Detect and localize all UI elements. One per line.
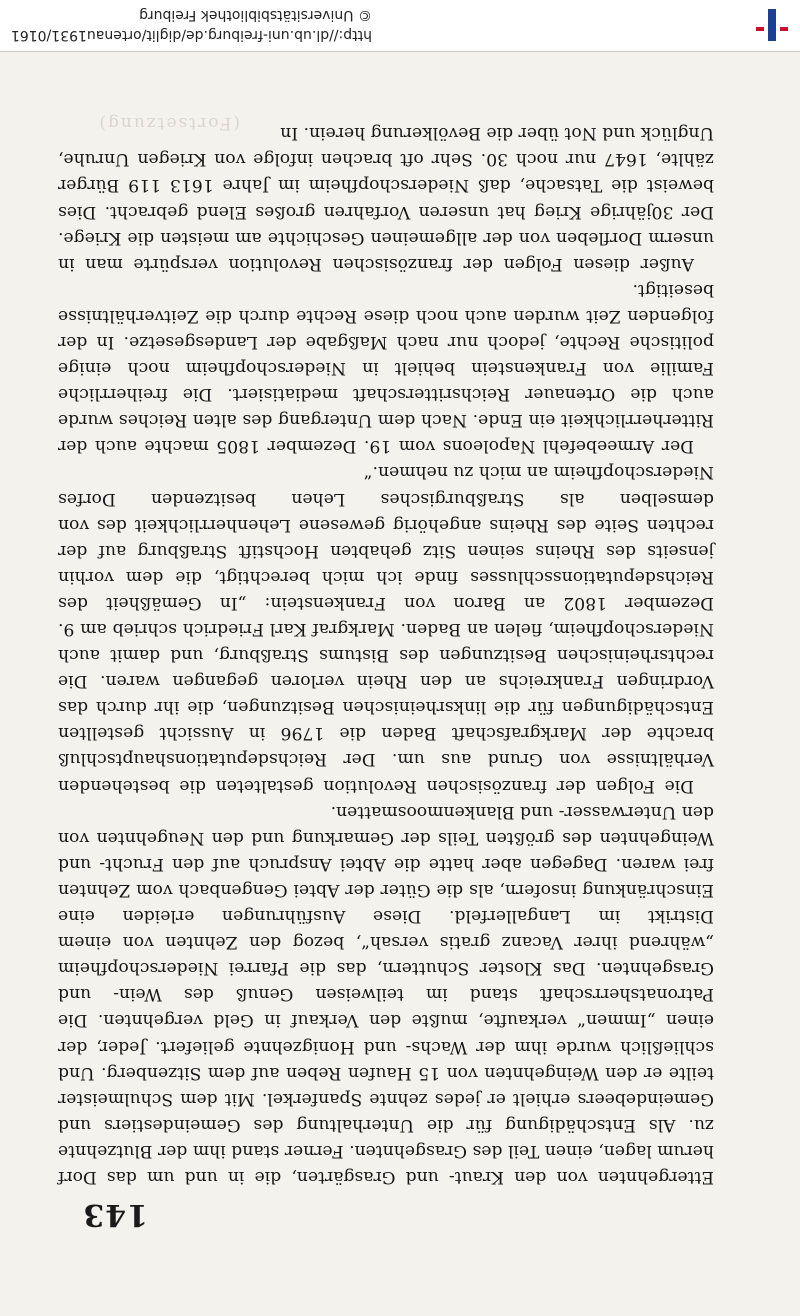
paragraph: Der Armeebefehl Napoleons vom 19. Dezember 1805 machte auch der Ritterherrlichkeit ein Ende. Nach dem Untergang des alten Reiches wurde auch die Ortenauer Reichsritterschaft mediatisiert. Die freiherrliche Familie von Frankenstein behielt in Niederschopfheim noch einige politische Rechte, jedoch nur nach Maßgabe der Landesgesetze. In der folgenden Zeit wurden auch noch diese Rechte durch die Zeitverhältnisse beseitigt. xyxy=(58,279,714,457)
bleed-through-text: (Fortsetzung) xyxy=(97,113,240,133)
body-text xyxy=(58,120,714,1190)
university-logo-icon xyxy=(752,5,792,45)
library-footer xyxy=(0,0,800,52)
paragraph: Außer diesen Folgen der französischen Revolution verspürte man in unserm Dorfleben von der allgemeinen Geschichte am meisten die Kriege. Der 30jährige Krieg hat unseren Vorfahren großes Elend gebracht. Dies beweist die Tatsache, daß Niederschopfheim im Jahre 1613 119 Bürger zählte, 1647 nur noch 30. Sehr oft brachen infolge von Kriegen Unruhe, Unglück und Not über die Bevölkerung herein. In xyxy=(58,123,714,274)
source-url-link[interactable]: http://dl.ub.uni-freiburg.de/diglit/ortenau1931/0161 xyxy=(10,27,372,43)
page-number: 143 xyxy=(82,1197,148,1232)
paragraph: Ettergehnten von den Kraut- und Grasgärten, die in und um das Dorf herum lagen, einen Teil des Grasgehnten. Ferner stand ihm der Blutzehnte zu. Als Entschädigung für die Unterhaltung des Gemeindestiers und Gemeindebeers erhielt er jedes zehnte Spanferkel. Mit dem Schulmeister teilte er den Weingehnten von 15 Haufen Reben auf dem Sitzenberg. Und schließlich wurde ihm der Wachs- und Honigzehnte geliefert. Jeder, der einen „Immen“ verkaufte, mußte den Verkauf in Geld vergehnten. Die Patronatsherrschaft stand im teilweisen Genuß des Wein- und Grasgehnten. Das Kloster Schuttern, das die Pfarrei Niederschopfheim „während ihrer Vacanz gratis versah“, bezog den Zehnten von einem Distrikt im Langallerfeld. Diese Ausführungen erleiden eine Einschränkung insofern, als die Güter der Abtei Gengenbach vom Zehnten frei waren. Dagegen aber hatte die Abtei Anspruch auf den Frucht- und Weingehnten des größten Teils der Gemarkung und den Neugehnten von den Unterwasser- und Blankenmoosmatten. xyxy=(58,801,714,1187)
copyright-text: © Universitätsbibliothek Freiburg xyxy=(139,7,372,23)
paragraph: Die Folgen der französischen Revolution gestalteten die bestehenden Verhältnisse von Grund aus um. Der Reichsdeputationshauptschluß brachte der Markgrafschaft Baden die 1796 in Aussicht gestellten Entschädigungen für die linksrheinischen Besitzungen, die ihr durch das Vordringen Frankreichs an den Rhein verloren gegangen waren. Die rechtsrheinischen Besitzungen des Bistums Straßburg, und damit auch Niederschopfheim, fielen an Baden. Markgraf Karl Friedrich schrieb am 9. Dezember 1802 an Baron von Frankenstein: „In Gemäßheit des Reichsdeputationsschlusses finde ich mich berechtigt, die dem vorhin jenseits des Rheins seinen Sitz gehabten Hochstift Straßburg auf der rechten Seite des Rheins angehörig gewesene Lehenherrlichkeit des von demselben als Straßburgisches Lehen besitzenden Dorfes Niederschopfheim an mich zu nehmen.“ xyxy=(58,462,714,796)
